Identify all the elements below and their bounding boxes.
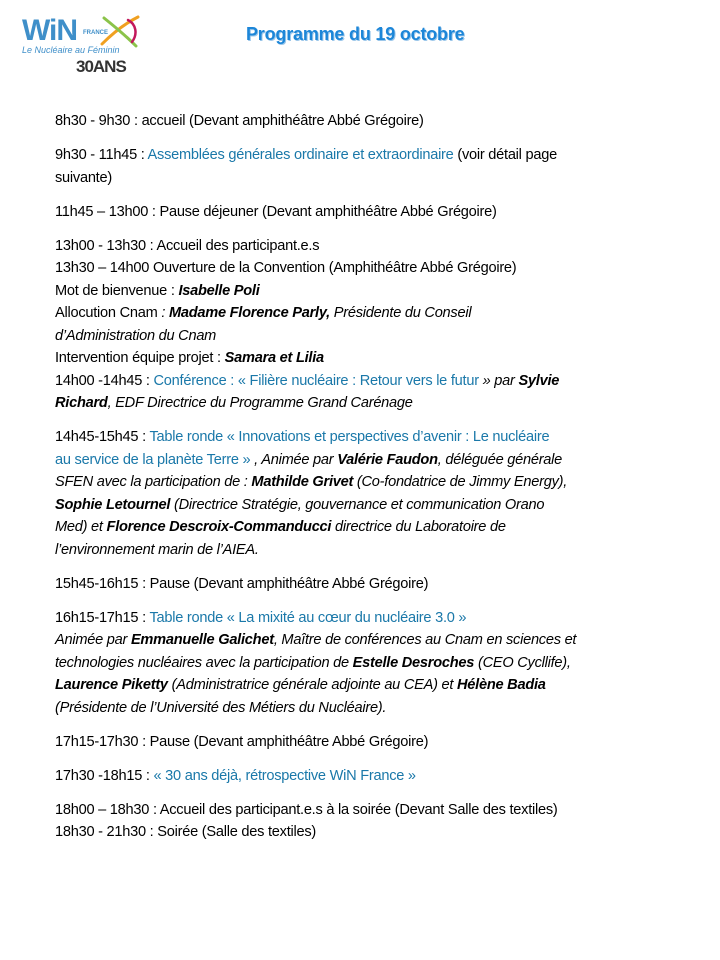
text-segment: (CEO Cycllife), <box>474 654 571 671</box>
text-segment: , EDF Directrice du Programme Grand Carénage <box>107 395 413 411</box>
text-segment: Animée par <box>55 632 131 648</box>
schedule-line <box>55 449 680 472</box>
text-segment: (Co-fondatrice de Jimmy Energy), <box>353 474 568 490</box>
schedule-line <box>55 426 680 449</box>
text-segment: Assemblées générales ordinaire et extraordinaire <box>147 147 454 163</box>
schedule-line <box>55 144 680 167</box>
programme-content <box>55 110 680 855</box>
text-segment: 9h30 - 11h45 : <box>55 147 148 163</box>
text-segment: (voir détail page <box>453 147 557 163</box>
text-segment: 18h00 – 18h30 : Accueil des participant.e.s à la soirée (Devant Salle des textiles) <box>55 801 558 818</box>
text-segment: Table ronde « La mixité au cœur du nucléaire 3.0 » <box>149 609 467 626</box>
schedule-line <box>55 347 680 370</box>
page-title: Programme du 19 octobre <box>246 24 465 44</box>
text-segment: Estelle Desroches <box>352 654 475 671</box>
text-segment: Laurence Piketty <box>55 677 168 693</box>
schedule-line <box>55 674 680 697</box>
schedule-line <box>55 697 680 720</box>
text-segment: : <box>161 305 169 321</box>
schedule-line <box>55 539 680 562</box>
text-segment: , Animée par <box>254 451 338 468</box>
logo-anniversary: 30ANS <box>76 57 126 76</box>
schedule-line <box>55 302 680 325</box>
text-segment: Sophie Letournel <box>55 496 171 513</box>
text-segment: Présidente du Conseil <box>329 305 472 321</box>
text-segment: 14h45-15h45 : <box>55 429 150 445</box>
logo-country: FRANCE <box>83 30 108 36</box>
text-segment: Isabelle Poli <box>178 282 260 299</box>
text-segment: Madame Florence Parly, <box>168 305 330 321</box>
schedule-line <box>55 201 680 224</box>
text-segment: , déléguée générale <box>437 451 563 468</box>
text-segment: technologies nucléaires avec la participation de <box>55 654 353 671</box>
schedule-line <box>55 167 680 190</box>
logo-tagline: Le Nucléaire au Féminin <box>22 45 120 55</box>
text-segment: au service de la planète Terre » <box>55 451 255 468</box>
text-segment: 16h15-17h15 : <box>55 609 150 626</box>
schedule-line <box>55 370 680 393</box>
text-segment: SFEN avec la participation de : <box>55 474 252 490</box>
schedule-line <box>55 799 680 822</box>
text-segment: 17h30 -18h15 : <box>55 767 154 784</box>
text-segment: l’environnement marin de l’AIEA. <box>55 541 259 558</box>
text-segment: (Directrice Stratégie, gouvernance et communication Orano <box>170 496 545 513</box>
text-segment: 13h30 – 14h00 Ouverture de la Convention (Amphithéâtre Abbé Grégoire) <box>55 260 517 276</box>
text-segment: 11h45 – 13h00 : Pause déjeuner (Devant amphithéâtre Abbé Grégoire) <box>55 203 497 220</box>
text-segment: , Maître de conférences au Cnam en sciences et <box>273 632 577 648</box>
schedule-line <box>55 629 680 652</box>
text-segment: Richard <box>55 395 108 411</box>
schedule-block <box>55 731 680 754</box>
text-segment: Med) et <box>55 519 107 535</box>
text-segment: Intervention équipe projet : <box>55 350 225 366</box>
schedule-line <box>55 573 680 596</box>
schedule-line <box>55 516 680 539</box>
text-segment: (Administratrice générale adjointe au CEA) et <box>167 677 458 693</box>
schedule-block <box>55 201 680 224</box>
text-segment: Sylvie <box>518 372 560 389</box>
schedule-block <box>55 607 680 720</box>
schedule-line <box>55 765 680 788</box>
schedule-block <box>55 799 680 844</box>
schedule-line <box>55 471 680 494</box>
text-segment: d’Administration du Cnam <box>55 327 217 344</box>
text-segment: 14h00 -14h45 : <box>55 372 154 389</box>
schedule-line <box>55 235 680 258</box>
schedule-line <box>55 607 680 630</box>
schedule-block <box>55 110 680 133</box>
schedule-block <box>55 144 680 189</box>
schedule-line <box>55 280 680 303</box>
text-segment: Hélène Badia <box>457 677 546 693</box>
logo-brand: WiN <box>22 14 78 47</box>
schedule-line <box>55 257 680 280</box>
schedule-block <box>55 765 680 788</box>
text-segment: Samara et Lilia <box>224 350 324 366</box>
text-segment: Emmanuelle Galichet <box>130 632 274 648</box>
text-segment: directrice du Laboratoire de <box>331 519 506 535</box>
text-segment: 15h45-16h15 : Pause (Devant amphithéâtre Abbé Grégoire) <box>55 575 429 592</box>
schedule-line <box>55 494 680 517</box>
schedule-line <box>55 325 680 348</box>
text-segment: 17h15-17h30 : Pause (Devant amphithéâtre Abbé Grégoire) <box>55 733 429 750</box>
text-segment: Mot de bienvenue : <box>55 282 179 299</box>
text-segment: (Présidente de l’Université des Métiers du Nucléaire). <box>55 699 387 716</box>
schedule-block <box>55 426 680 561</box>
text-segment: Conférence : « Filière nucléaire : Retour vers le futur <box>153 372 483 389</box>
schedule-line <box>55 652 680 675</box>
schedule-line <box>55 731 680 754</box>
schedule-line <box>55 110 680 133</box>
text-segment: Valérie Faudon <box>337 451 438 468</box>
text-segment: 13h00 - 13h30 : Accueil des participant.e.s <box>55 237 320 254</box>
text-segment: Table ronde « Innovations et perspectives d’avenir : Le nucléaire <box>149 429 550 445</box>
text-segment: 8h30 - 9h30 : accueil (Devant amphithéâtre Abbé Grégoire) <box>55 113 424 129</box>
schedule-block <box>55 573 680 596</box>
schedule-line <box>55 392 680 415</box>
win-france-logo <box>20 14 148 76</box>
schedule-line <box>55 821 680 844</box>
schedule-block <box>55 235 680 415</box>
text-segment: suivante) <box>55 169 112 186</box>
text-segment: Allocution Cnam <box>55 305 162 321</box>
text-segment: Florence Descroix-Commanducci <box>106 519 332 535</box>
text-segment: « 30 ans déjà, rétrospective WiN France » <box>153 767 416 784</box>
text-segment: 18h30 - 21h30 : Soirée (Salle des textiles) <box>55 824 317 840</box>
text-segment: » par <box>482 372 519 389</box>
text-segment: Mathilde Grivet <box>251 474 354 490</box>
